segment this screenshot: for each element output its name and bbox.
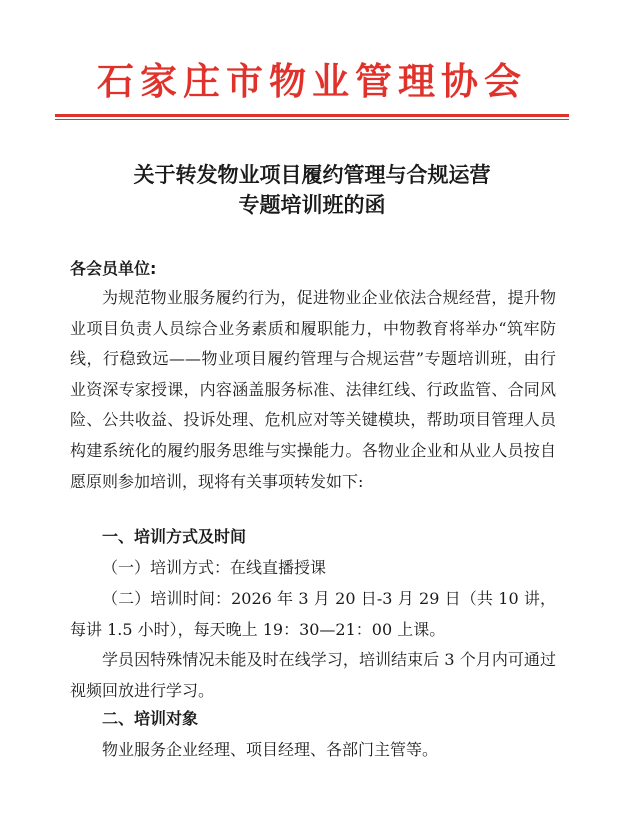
section-1-heading: 一、培训方式及时间 [102,527,247,546]
letterhead-title: 石家庄市物业管理协会 [97,59,527,103]
training-mode-line: （一）培训方式：在线直播授课 [102,558,327,577]
intro-paragraph: 为规范物业服务履约行为，促进物业企业依法合规经营，提升物业项目负责人员综合业务素质和履职能力，中物教育将举办“筑牢防线，行稳致远——物业项目履约管理与合规运营”专题培训班，由行业资深专家授课，内容涵盖服务标准、法律红线、行政监管、合同风险、公共收益、投诉处理、危机应对等关键模块，帮助项目管理人员构建系统化的履约服务思维与实操能力。各物业企业和从业人员按自愿原则参加培训，现将有关事项转发如下: [70,288,556,491]
section-2-heading: 二、培训对象 [102,709,199,728]
letterhead-rule-thick [55,114,569,117]
replay-paragraph: 学员因特殊情况未能及时在线学习，培训结束后 3 个月内可通过视频回放进行学习。 [70,650,556,700]
letterhead-rule-thin [55,119,569,120]
training-time-paragraph: （二）培训时间：2026 年 3 月 20 日-3 月 29 日（共 10 讲，每讲 1.5 小时），每天晚上 19：30—21：00 上课。 [70,589,556,639]
training-target-line: 物业服务企业经理、项目经理、各部门主管等。 [102,740,439,759]
document-title-line-2: 专题培训班的函 [238,192,386,217]
salutation: 各会员单位: [70,259,157,278]
document-title-line-1: 关于转发物业项目履约管理与合规运营 [133,162,491,187]
